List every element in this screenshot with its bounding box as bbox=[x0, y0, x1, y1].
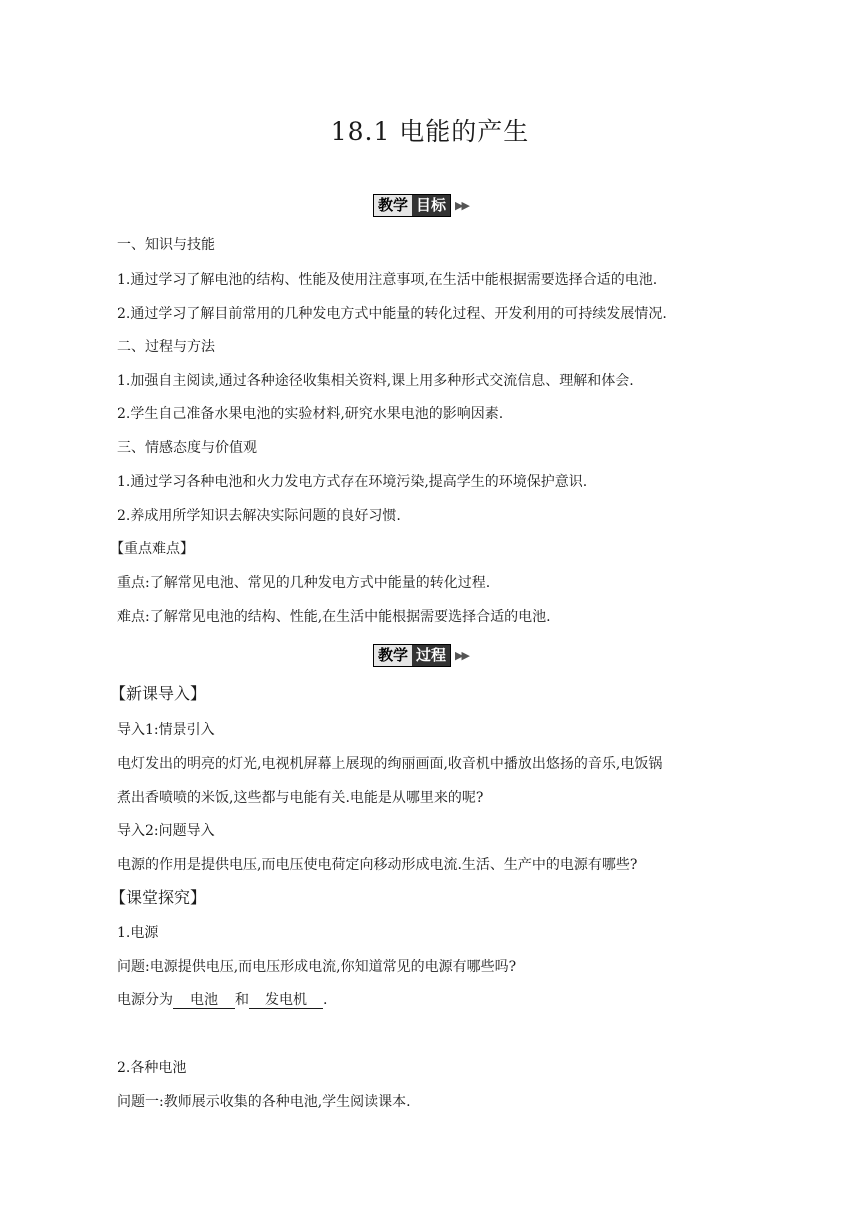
badge-goals-part2: 目标 bbox=[412, 195, 450, 216]
fill-prefix: 电源分为 bbox=[117, 992, 173, 1008]
intro-heading: 【新课导入】 bbox=[110, 684, 207, 703]
double-arrow-icon: ▶▶ bbox=[455, 199, 468, 212]
goals-heading-process: 二、过程与方法 bbox=[117, 339, 215, 355]
badge-goals-part1: 教学 bbox=[374, 195, 412, 216]
section-2-title: 2.各种电池 bbox=[117, 1060, 187, 1076]
intro-2-text: 电源的作用是提供电压,而电压使电荷定向移动形成电流.生活、生产中的电源有哪些? bbox=[117, 857, 638, 873]
badge-process-part1: 教学 bbox=[374, 645, 412, 666]
goals-process-item-1: 1.加强自主阅读,通过各种途径收集相关资料,课上用多种形式交流信息、理解和体会. bbox=[117, 373, 634, 389]
intro-2-title: 导入2:问题导入 bbox=[117, 823, 215, 839]
section-1-question: 问题:电源提供电压,而电压形成电流,你知道常见的电源有哪些吗? bbox=[117, 959, 517, 975]
key-point: 重点:了解常见电池、常见的几种发电方式中能量的转化过程. bbox=[117, 575, 491, 591]
section-badge-process bbox=[373, 645, 468, 666]
intro-1-text-line-1: 电灯发出的明亮的灯光,电视机屏幕上展现的绚丽画面,收音机中播放出悠扬的音乐,电饭锅 bbox=[117, 756, 663, 772]
badge-process-part2: 过程 bbox=[412, 645, 450, 666]
section-1-title: 1.电源 bbox=[117, 925, 159, 941]
goals-knowledge-item-1: 1.通过学习了解电池的结构、性能及使用注意事项,在生活中能根据需要选择合适的电池. bbox=[117, 272, 658, 288]
section-2-question: 问题一:教师展示收集的各种电池,学生阅读课本. bbox=[117, 1094, 411, 1110]
goals-process-item-2: 2.学生自己准备水果电池的实验材料,研究水果电池的影响因素. bbox=[117, 406, 504, 422]
double-arrow-icon: ▶▶ bbox=[455, 649, 468, 662]
goals-heading-emotion: 三、情感态度与价值观 bbox=[117, 440, 257, 456]
section-badge-goals bbox=[373, 195, 468, 216]
goals-knowledge-item-2: 2.通过学习了解目前常用的几种发电方式中能量的转化过程、开发利用的可持续发展情况. bbox=[117, 306, 667, 322]
goals-heading-knowledge: 一、知识与技能 bbox=[117, 237, 215, 253]
explore-heading: 【课堂探究】 bbox=[110, 888, 207, 907]
fill-end: . bbox=[323, 992, 328, 1008]
fill-in-sentence bbox=[117, 991, 327, 1009]
fill-mid: 和 bbox=[235, 992, 249, 1008]
fill-blank-answer-1: 电池 bbox=[173, 992, 235, 1009]
page-title: 18.1 电能的产生 bbox=[330, 117, 530, 146]
difficult-point: 难点:了解常见电池的结构、性能,在生活中能根据需要选择合适的电池. bbox=[117, 609, 551, 625]
fill-blank-answer-2: 发电机 bbox=[249, 992, 323, 1009]
key-points-heading: 【重点难点】 bbox=[110, 541, 194, 557]
goals-emotion-item-2: 2.养成用所学知识去解决实际问题的良好习惯. bbox=[117, 508, 401, 524]
intro-1-title: 导入1:情景引入 bbox=[117, 722, 215, 738]
intro-1-text-line-2: 煮出香喷喷的米饭,这些都与电能有关.电能是从哪里来的呢? bbox=[117, 790, 484, 806]
goals-emotion-item-1: 1.通过学习各种电池和火力发电方式存在环境污染,提高学生的环境保护意识. bbox=[117, 474, 588, 490]
